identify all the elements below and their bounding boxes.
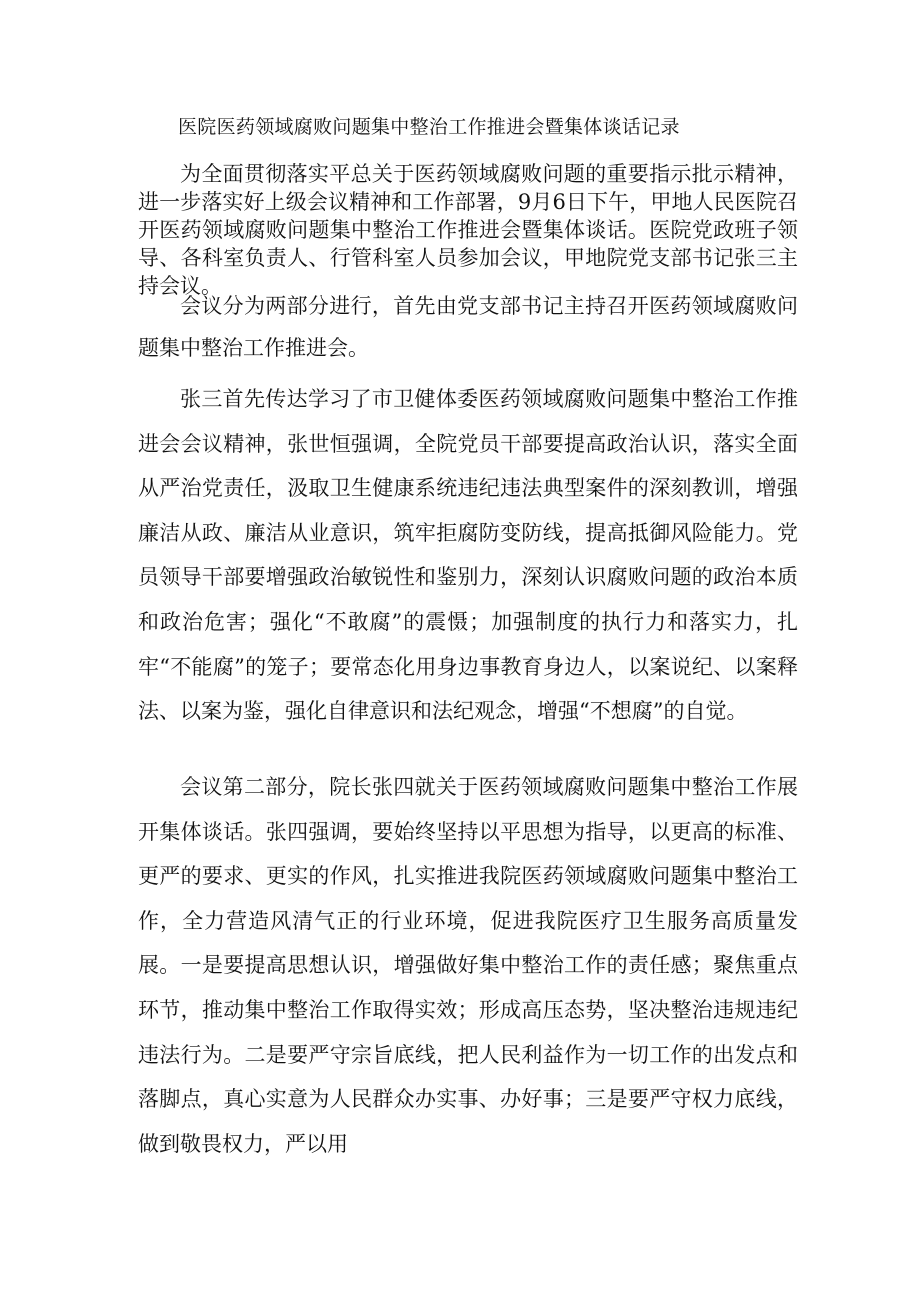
paragraph-3: 张三首先传达学习了市卫健体委医药领域腐败问题集中整治工作推进会会议精神，张世恒强调，全院党员干部要提高政治认识，落实全面从严治党责任，汲取卫生健康系统违纪违法典型案件的深刻教训，增强廉洁从政、廉洁从业意识，筑牢拒腐防变防线，提高抵御风险能力。党员领导干部要增强政治敏锐性和鉴别力，深刻认识腐败问题的政治本质和政治危害；强化“不敢腐”的震慑；加强制度的执行力和落实力，扎牢“不能腐”的笼子；要常态化用身边事教育身边人，以案说纪、以案释法、以案为鉴，强化自律意识和法纪观念，增强“不想腐”的自觉。 <box>138 387 798 724</box>
paragraph-2: 会议分为两部分进行，首先由党支部书记主持召开医药领域腐败问题集中整治工作推进会。 <box>138 294 798 360</box>
paragraph-1: 为全面贯彻落实平总关于医药领域腐败问题的重要指示批示精神，进一步落实好上级会议精神和工作部署，9月6日下午，甲地人民医院召开医药领域腐败问题集中整治工作推进会暨集体谈话。医院党政班子领导、各科室负责人、行管科室人员参加会议，甲地院党支部书记张三主持会议。 <box>138 162 798 298</box>
paragraph-4: 会议第二部分，院长张四就关于医药领域腐败问题集中整治工作展开集体谈话。张四强调，要始终坚持以平思想为指导，以更高的标准、更严的要求、更实的作风，扎实推进我院医药领域腐败问题集中整治工作，全力营造风清气正的行业环境，促进我院医疗卫生服务高质量发展。一是要提高思想认识，增强做好集中整治工作的责任感；聚焦重点环节，推动集中整治工作取得实效；形成高压态势，坚决整治违规违纪违法行为。二是要严守宗旨底线，把人民利益作为一切工作的出发点和落脚点，真心实意为人民群众办实事、办好事；三是要严守权力底线，做到敬畏权力，严以用 <box>138 775 798 1156</box>
document-title: 医院医药领域腐败问题集中整治工作推进会暨集体谈话记录 <box>178 116 680 138</box>
